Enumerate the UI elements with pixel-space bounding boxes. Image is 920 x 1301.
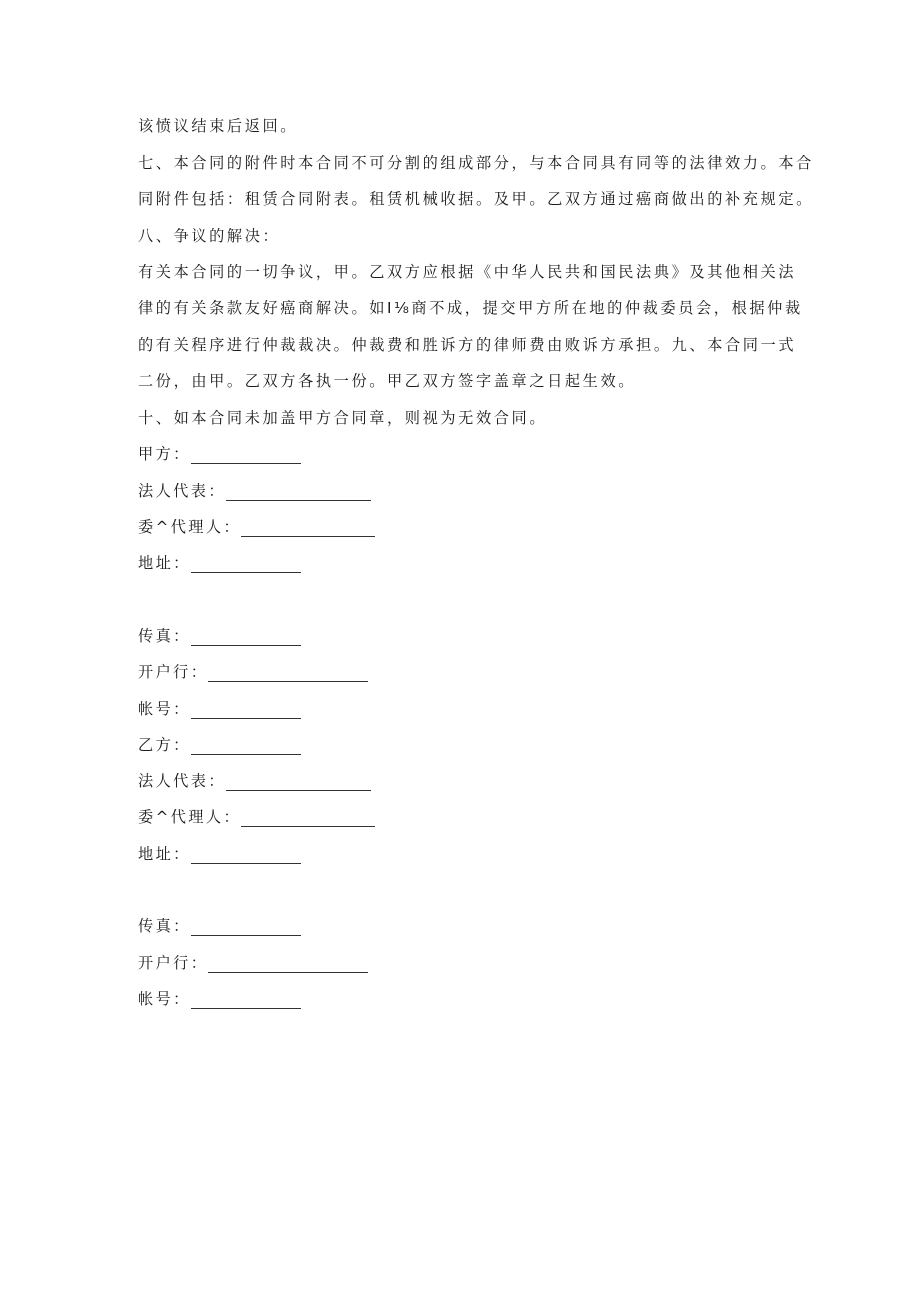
party-a-bank-field xyxy=(138,662,368,682)
text-line-annex-clause: 七、本合同的附件时本合同不可分割的组成部分，与本合同具有同等的法律效力。本合 xyxy=(138,154,814,172)
party-b-legal-rep-blank[interactable] xyxy=(226,776,371,791)
party-b-legal-rep-label: 法人代表： xyxy=(138,772,226,790)
party-a-legal-rep-blank[interactable] xyxy=(226,486,371,501)
party-b-bank-label: 开户行： xyxy=(138,954,209,972)
section-heading-dispute: 八、争议的解决： xyxy=(138,227,281,245)
party-b-account-field xyxy=(138,989,301,1009)
party-a-blank[interactable] xyxy=(191,449,301,464)
text-line-seal-clause: 十、如本合同未加盖甲方合同章，则视为无效合同。 xyxy=(138,409,548,427)
text-line-dispute-2: 律的有关条款友好癌商解决。如I⅛商不成，提交甲方所在地的仲裁委员会，根据仲裁 xyxy=(138,299,803,317)
party-b-account-label: 帐号： xyxy=(138,990,191,1008)
party-a-account-blank[interactable] xyxy=(191,704,301,719)
text-line-copies: 二份，由甲。乙双方各执一份。甲乙双方签字盖章之日起生效。 xyxy=(138,372,637,390)
party-b-fax-label: 传真： xyxy=(138,917,191,935)
text-line-return-clause: 该愤议结束后返回。 xyxy=(138,117,299,135)
party-b-address-blank[interactable] xyxy=(191,849,301,864)
party-b-agent-label: 委^代理人： xyxy=(138,808,242,826)
party-b-agent-blank[interactable] xyxy=(241,812,375,827)
party-a-agent-field xyxy=(138,517,375,537)
party-b-field xyxy=(138,735,301,755)
party-a-agent-blank[interactable] xyxy=(241,522,375,537)
party-b-fax-field xyxy=(138,916,301,936)
party-b-address-field xyxy=(138,844,301,864)
party-a-fax-field xyxy=(138,626,301,646)
party-a-address-field xyxy=(138,553,301,573)
party-b-label: 乙方： xyxy=(138,736,191,754)
party-a-bank-blank[interactable] xyxy=(208,667,368,682)
party-a-fax-blank[interactable] xyxy=(191,631,301,646)
party-a-field xyxy=(138,444,301,464)
party-b-bank-blank[interactable] xyxy=(208,958,368,973)
party-a-bank-label: 开户行： xyxy=(138,663,209,681)
party-b-blank[interactable] xyxy=(191,740,301,755)
party-a-agent-label: 委^代理人： xyxy=(138,518,242,536)
party-a-legal-rep-field xyxy=(138,481,371,501)
text-line-annex-list: 同附件包括：租赁合同附表。租赁机械收据。及甲。乙双方通过癌商做出的补充规定。 xyxy=(138,190,814,208)
party-a-fax-label: 传真： xyxy=(138,627,191,645)
party-b-agent-field xyxy=(138,807,375,827)
party-a-address-label: 地址： xyxy=(138,554,191,572)
party-a-legal-rep-label: 法人代表： xyxy=(138,482,226,500)
party-b-legal-rep-field xyxy=(138,771,371,791)
party-b-fax-blank[interactable] xyxy=(191,921,301,936)
party-b-account-blank[interactable] xyxy=(191,994,301,1009)
text-line-dispute-1: 有关本合同的一切争议，甲。乙双方应根据《中华人民共和国民法典》及其他相关法 xyxy=(138,263,797,281)
party-a-account-field xyxy=(138,699,301,719)
party-a-account-label: 帐号： xyxy=(138,700,191,718)
party-a-address-blank[interactable] xyxy=(191,558,301,573)
party-a-label: 甲方： xyxy=(138,445,191,463)
party-b-address-label: 地址： xyxy=(138,845,191,863)
party-b-bank-field xyxy=(138,953,368,973)
text-line-dispute-3: 的有关程序进行仲裁裁决。仲裁费和胜诉方的律师费由败诉方承担。九、本合同一式 xyxy=(138,336,797,354)
